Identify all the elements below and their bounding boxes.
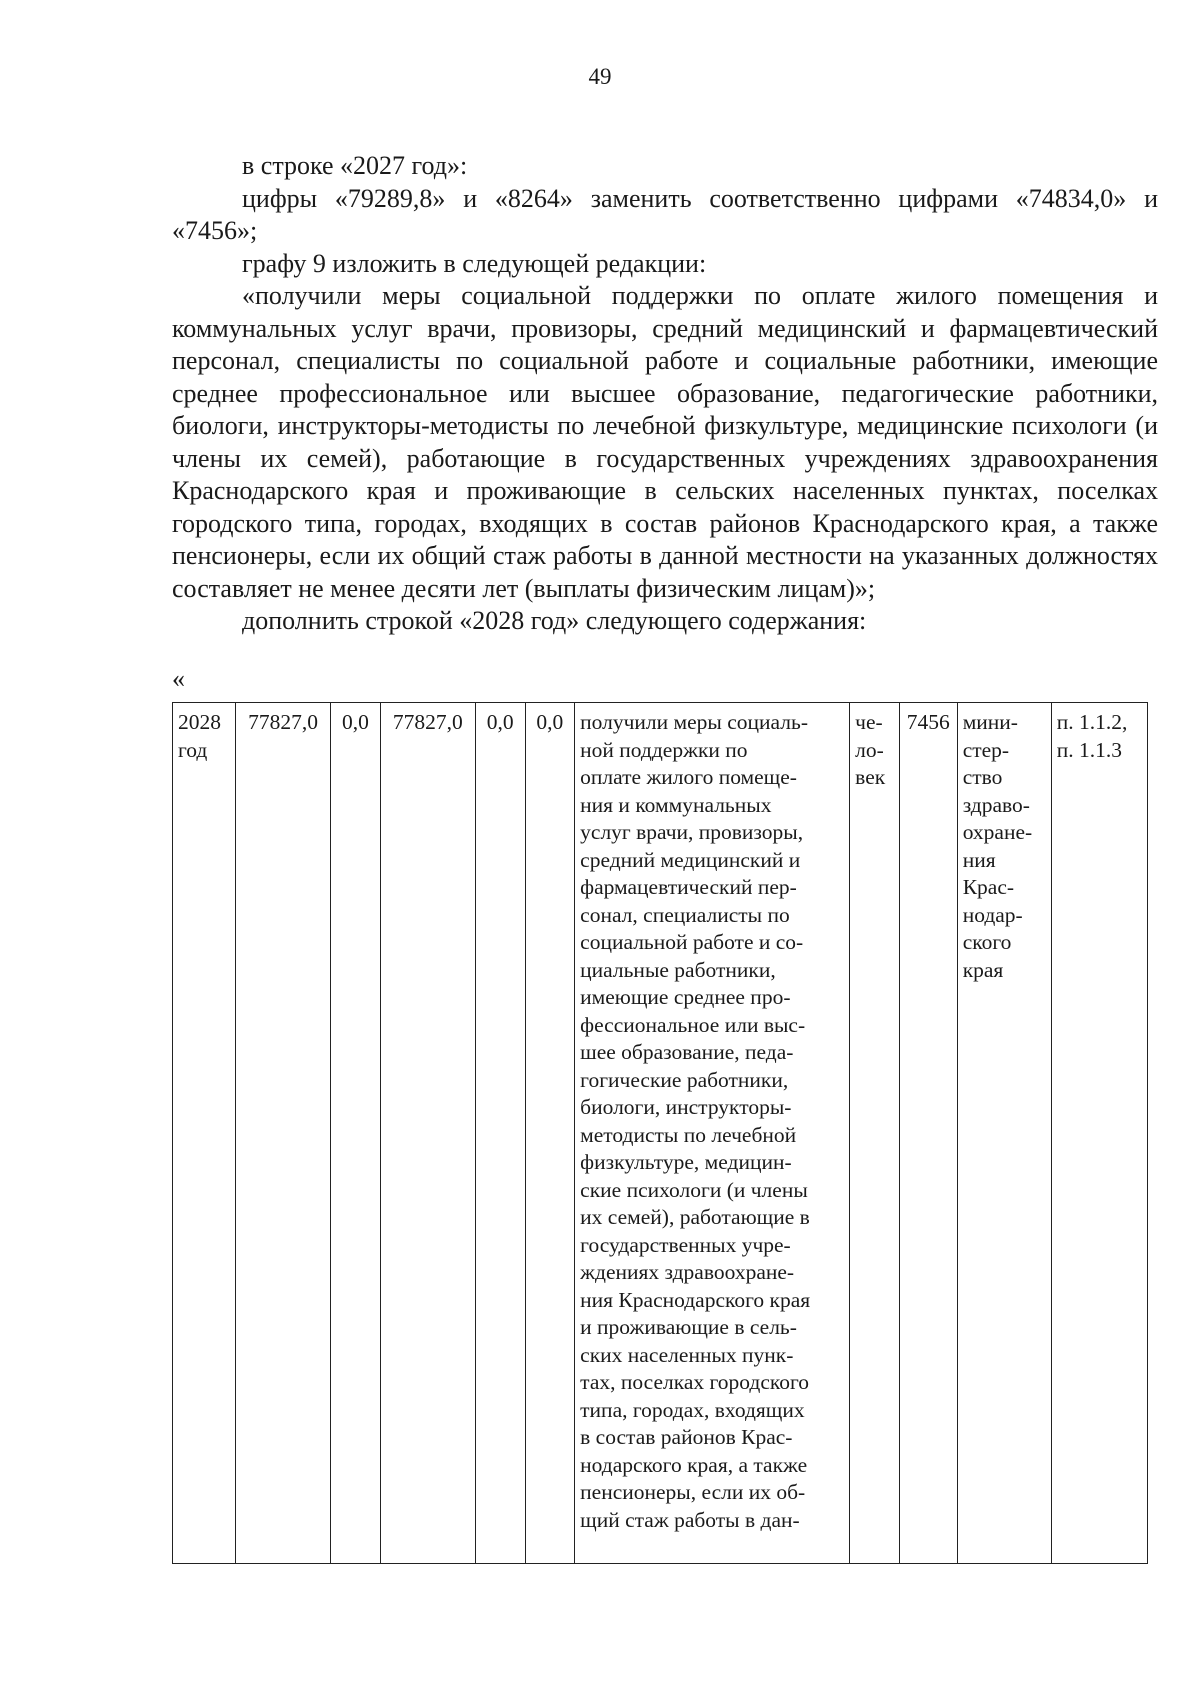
- cell-total: 77827,0: [236, 703, 331, 1564]
- inserted-row-table: [172, 702, 1148, 1564]
- cell-col4: 77827,0: [380, 703, 475, 1564]
- description-line: щий стаж работы в дан-: [580, 1507, 800, 1532]
- description-line: сонал, специалисты по: [580, 902, 790, 927]
- cell-col3: 0,0: [331, 703, 381, 1564]
- description-line: гогические работники,: [580, 1067, 789, 1092]
- cell-col6: 0,0: [525, 703, 575, 1564]
- description-line: и проживающие в сель-: [580, 1315, 797, 1339]
- description-line: оплате жилого помеще-: [580, 765, 797, 789]
- paragraph-replace-figures: цифры «79289,8» и «8264» заменить соответственно цифрами «74834,0» и «7456»;: [172, 183, 1158, 245]
- reference-line: п. 1.1.3: [1056, 737, 1123, 762]
- description-line: ских населенных пунк-: [580, 1342, 794, 1367]
- description-line: нодарского края, а также: [580, 1452, 808, 1477]
- description-line: их семей), работающие в: [580, 1205, 810, 1229]
- cell-description: [575, 703, 850, 1564]
- description-line: фессиональное или выс-: [580, 1012, 806, 1037]
- description-line: ждениях здравоохране-: [580, 1260, 795, 1284]
- year-line: год: [178, 737, 208, 762]
- executor-line: ского: [962, 930, 1012, 954]
- executor-line: здраво-: [962, 792, 1030, 817]
- cell-reference: [1051, 703, 1147, 1564]
- description-line: в состав районов Крас-: [580, 1425, 793, 1449]
- paragraph-column-9-text: «получили меры социальной поддержки по оплате жилого помещения и коммунальных услуг врачи, провизоры, средний медицинский и фармацевтический персонал, специалисты по социальной работе и социальные работники, имеющие среднее профессиональное или высшее образование, педагогические работники, биологи, инструкторы-методисты по лечебной физкультуре, медицинские психологи (и члены их семей), работающие в государственных учреждениях здравоохранения Краснодарского края и проживающие в сельских населенных пунктах, поселках городского типа, городах, входящих в состав районов Краснодарского края, а также пенсионеры, если их общий стаж работы в данной местности на указанных должностях составляет не менее десяти лет (выплаты физическим лицам)»;: [172, 281, 1158, 603]
- executor-line: мини-: [962, 710, 1018, 734]
- cell-year: [173, 703, 236, 1564]
- description-line: услуг врачи, провизоры,: [580, 820, 804, 844]
- description-line: циальные работники,: [580, 957, 776, 982]
- table-open-quote: «: [172, 664, 185, 693]
- executor-line: охране-: [962, 820, 1033, 844]
- executor-line: края: [962, 957, 1004, 982]
- cell-unit: [850, 703, 900, 1564]
- reference-line: п. 1.1.2,: [1056, 710, 1128, 734]
- year-line: 2028: [178, 710, 221, 734]
- cell-executor: [957, 703, 1051, 1564]
- description-line: шее образование, педа-: [580, 1040, 794, 1064]
- executor-line: нодар-: [962, 902, 1023, 927]
- paragraph-2027-row: в строке «2027 год»:: [242, 151, 468, 180]
- description-line: средний медицинский и: [580, 847, 801, 872]
- description-line: государственных учре-: [580, 1232, 791, 1257]
- unit-line: ло-: [855, 737, 884, 762]
- description-line: тах, поселках городского: [580, 1370, 810, 1394]
- description-line: ной поддержки по: [580, 737, 748, 762]
- executor-line: ство: [962, 765, 1003, 789]
- executor-line: Крас-: [962, 875, 1015, 899]
- description-line: социальной работе и со-: [580, 930, 804, 954]
- description-line: получили меры социаль-: [580, 710, 808, 734]
- body-text: [172, 150, 1158, 638]
- paragraph-column-9: графу 9 изложить в следующей редакции:: [242, 248, 707, 278]
- description-line: биологи, инструкторы-: [580, 1095, 792, 1119]
- executor-line: стер-: [962, 737, 1010, 762]
- description-line: методисты по лечебной: [580, 1122, 797, 1147]
- unit-line: век: [855, 765, 886, 789]
- description-line: имеющие среднее про-: [580, 985, 791, 1009]
- paragraph-add-2028-row: дополнить строкой «2028 год» следующего содержания:: [242, 606, 867, 635]
- description-line: физкультуре, медицин-: [580, 1150, 792, 1174]
- description-line: ские психологи (и члены: [580, 1177, 808, 1202]
- unit-line: че-: [855, 710, 883, 734]
- description-line: ния и коммунальных: [580, 792, 772, 817]
- description-line: ния Краснодарского края: [580, 1287, 811, 1312]
- description-line: фармацевтический пер-: [580, 875, 797, 899]
- description-line: пенсионеры, если их об-: [580, 1480, 806, 1504]
- description-line: типа, городах, входящих: [580, 1397, 805, 1422]
- table-row: [173, 703, 1148, 1564]
- cell-col5: 0,0: [475, 703, 525, 1564]
- cell-value: 7456: [899, 703, 957, 1564]
- executor-line: ния: [962, 847, 996, 872]
- page-number: 49: [588, 64, 612, 89]
